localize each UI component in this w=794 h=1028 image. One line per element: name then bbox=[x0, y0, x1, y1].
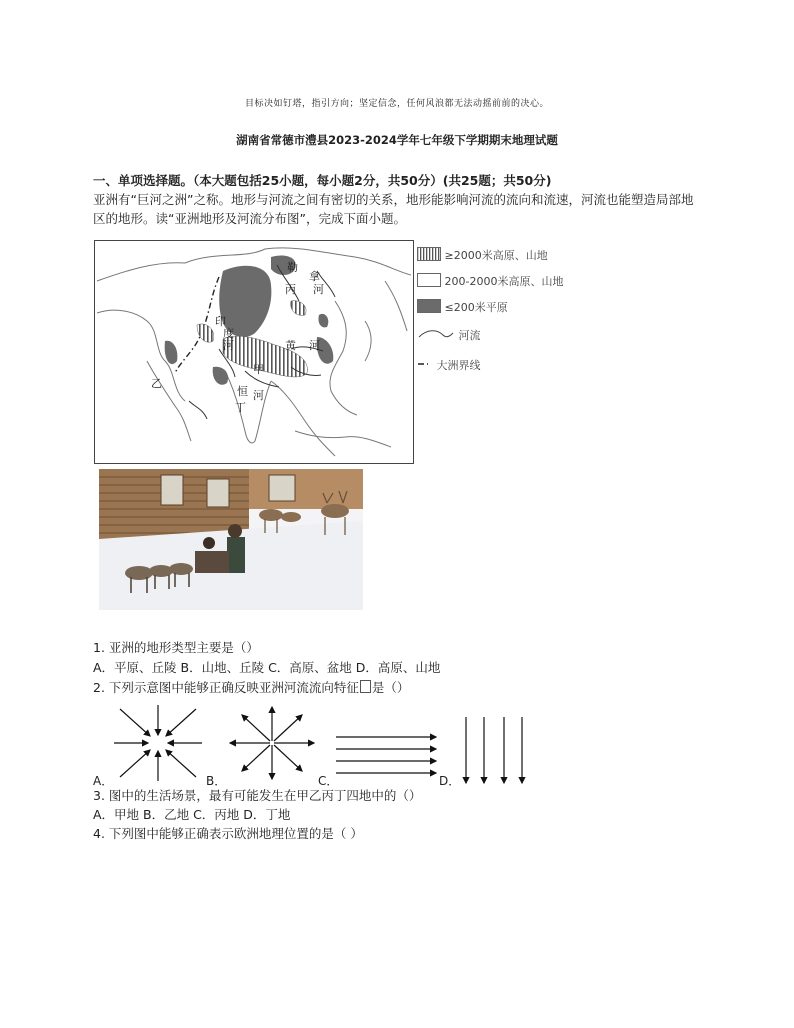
legend-item-river bbox=[417, 327, 481, 343]
legend-label-high: ≥2000米高原、山地 bbox=[444, 249, 548, 262]
map-label-yi: 乙 bbox=[151, 377, 162, 390]
vertical-arrows-icon bbox=[456, 703, 536, 787]
legend-item-low bbox=[417, 299, 508, 315]
converging-arrows-icon bbox=[110, 703, 206, 783]
legend-item-boundary bbox=[417, 357, 481, 373]
question-1-options: A．平原、丘陵 B．山地、丘陵 C．高原、盆地 D．高原、山地 bbox=[93, 660, 441, 675]
horizontal-arrows-icon bbox=[334, 703, 442, 783]
map-label-ding: 丁 bbox=[235, 401, 246, 414]
legend-item-mid bbox=[417, 273, 563, 289]
reindeer-scene-image bbox=[99, 469, 363, 610]
map-label-heng: 恒 bbox=[237, 385, 248, 398]
river-line-icon bbox=[417, 327, 455, 341]
map-label-he2: 河 bbox=[223, 339, 234, 352]
missing-glyph-icon bbox=[360, 680, 371, 693]
q2-option-b-label: B． bbox=[206, 774, 227, 788]
option-c-parallel-horizontal-arrows bbox=[334, 703, 442, 783]
asia-terrain-river-map bbox=[94, 240, 414, 464]
question-1-stem: 1. 亚洲的地形类型主要是（） bbox=[93, 640, 259, 655]
question-2-stem-before: 2. 下列示意图中能够正确反映亚洲河流流向特征 bbox=[93, 680, 359, 695]
option-a-converging-arrows bbox=[110, 703, 206, 783]
legend-label-boundary: 大洲界线 bbox=[436, 359, 481, 372]
map-label-huang: 黄 bbox=[285, 339, 296, 352]
option-d-parallel-vertical-arrows bbox=[456, 703, 536, 787]
question-3-stem: 3. 图中的生活场景，最有可能发生在甲乙丙丁四地中的（） bbox=[93, 788, 422, 803]
question-4-stem: 4. 下列图中能够正确表示欧洲地理位置的是（ ） bbox=[93, 826, 363, 841]
blank-swatch-icon bbox=[417, 273, 441, 287]
legend-label-river: 河流 bbox=[458, 329, 481, 342]
section-intro: 亚洲有“巨河之洲”之称。地形与河流之间有密切的关系，地形能影响河流的流向和流速，河流也能塑造局部地区的地形。读“亚洲地形及河流分布图”，完成下面小题。 bbox=[93, 192, 694, 226]
diverging-arrows-icon bbox=[224, 703, 320, 783]
legend-label-low: ≤200米平原 bbox=[444, 301, 508, 314]
question-2-stem-after: 是（） bbox=[371, 680, 410, 695]
map-label-he1: 河 bbox=[313, 283, 324, 296]
legend-item-high bbox=[417, 247, 548, 263]
striped-swatch-icon bbox=[417, 247, 441, 261]
q2-option-a-label: A． bbox=[93, 774, 114, 788]
map-label-jia: 甲 bbox=[253, 363, 264, 376]
boundary-line-icon bbox=[417, 357, 433, 371]
section-heading: 一、单项选择题。（本大题包括25小题，每小题2分，共50分）(共25题；共50分) bbox=[93, 173, 552, 188]
question-3-options: A．甲地 B．乙地 C．丙地 D．丁地 bbox=[93, 807, 291, 822]
exam-title: 湖南省常德市澧县2023-2024学年七年级下学期期末地理试题 bbox=[236, 133, 558, 147]
legend-label-mid: 200-2000米高原、山地 bbox=[444, 275, 564, 288]
motto-text: 目标决如钉塔，指引方向；坚定信念，任何风浪都无法动摇前前的决心。 bbox=[244, 99, 549, 109]
map-label-he3: 河 bbox=[309, 339, 320, 352]
map-label-du: 度 bbox=[223, 327, 234, 340]
map-legend bbox=[417, 245, 617, 375]
option-b-diverging-arrows bbox=[224, 703, 320, 783]
map-label-bing: 丙 bbox=[285, 283, 296, 296]
dark-swatch-icon bbox=[417, 299, 441, 313]
question-2-stem bbox=[93, 679, 409, 697]
map-label-he4: 河 bbox=[253, 389, 264, 402]
reindeer-sled-photo bbox=[99, 469, 363, 610]
map-label-na: 拿 bbox=[309, 270, 320, 283]
q2-option-c-label: C． bbox=[318, 774, 339, 788]
map-label-yin: 印 bbox=[215, 315, 226, 328]
map-label-le: 勒 bbox=[287, 261, 298, 274]
q2-option-d-label: D． bbox=[439, 774, 461, 788]
map-graphic bbox=[95, 241, 413, 463]
